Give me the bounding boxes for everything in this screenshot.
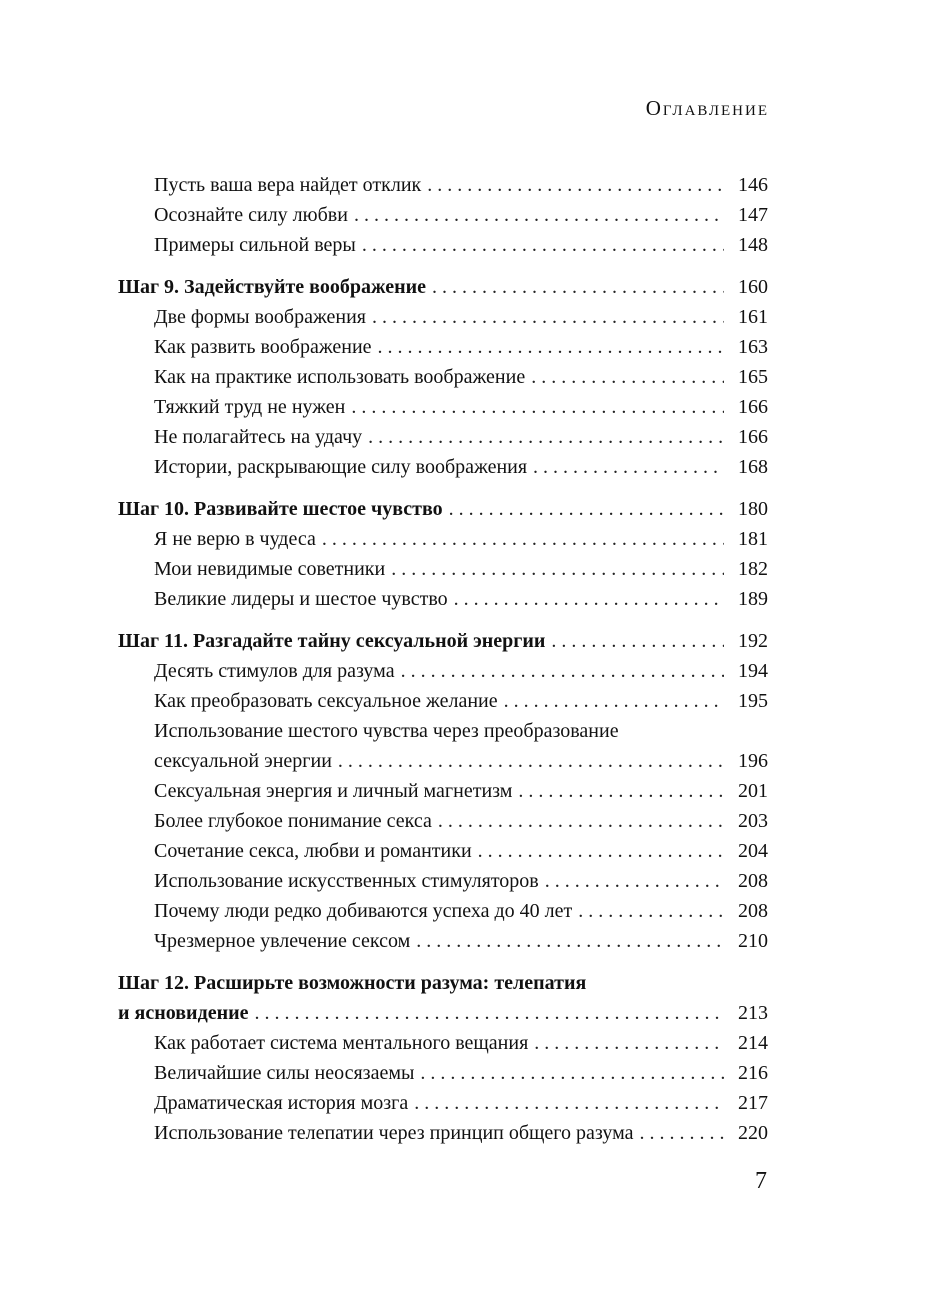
toc-entry-page: 201 bbox=[738, 780, 768, 802]
toc-entry[interactable] bbox=[154, 200, 768, 230]
toc-entry[interactable] bbox=[154, 716, 768, 776]
dot-leader bbox=[533, 452, 724, 482]
toc-entry-page: 147 bbox=[738, 204, 768, 226]
dot-leader bbox=[322, 524, 724, 554]
toc-entry-title: Истории, раскрывающие силу воображения bbox=[154, 456, 528, 478]
toc-entry[interactable] bbox=[154, 926, 768, 956]
toc-chapter-title-line1: Шаг 12. Расширьте возможности разума: телепатия bbox=[118, 972, 587, 994]
toc-entry-page: 168 bbox=[738, 456, 768, 478]
dot-leader bbox=[362, 230, 724, 260]
toc-entry-page: 208 bbox=[738, 900, 768, 922]
toc-entry[interactable] bbox=[154, 836, 768, 866]
dot-leader bbox=[401, 656, 724, 686]
page-number: 7 bbox=[755, 1168, 767, 1194]
toc-entry-page: 195 bbox=[738, 690, 768, 712]
toc-entry-title: Не полагайтесь на удачу bbox=[154, 426, 363, 448]
dot-leader bbox=[416, 926, 724, 956]
toc-entry-page: 181 bbox=[738, 528, 768, 550]
dot-leader bbox=[354, 200, 724, 230]
dot-leader bbox=[427, 170, 724, 200]
dot-leader bbox=[378, 332, 724, 362]
toc-entry-title: сексуальной энергии bbox=[154, 750, 332, 772]
toc-entry-page: 161 bbox=[738, 306, 768, 328]
toc-entry-title: Более глубокое понимание секса bbox=[154, 810, 432, 832]
toc-entry-page: 148 bbox=[738, 234, 768, 256]
dot-leader bbox=[534, 1028, 724, 1058]
toc-entry-title: Как работает система ментального вещания bbox=[154, 1032, 529, 1054]
toc-entry-title: Драматическая история мозга bbox=[154, 1092, 409, 1114]
dot-leader bbox=[531, 362, 724, 392]
dot-leader bbox=[518, 776, 724, 806]
dot-leader bbox=[414, 1088, 724, 1118]
toc-entry-page: 214 bbox=[738, 1032, 768, 1054]
toc-entry-title: Почему люди редко добиваются успеха до 40 лет bbox=[154, 900, 573, 922]
dot-leader bbox=[478, 836, 724, 866]
toc-entry[interactable] bbox=[154, 656, 768, 686]
toc-entry[interactable] bbox=[154, 524, 768, 554]
toc-entry[interactable] bbox=[154, 896, 768, 926]
toc-entry[interactable] bbox=[154, 554, 768, 584]
table-of-contents bbox=[118, 170, 768, 1148]
toc-entry-page: 203 bbox=[738, 810, 768, 832]
dot-leader bbox=[640, 1118, 725, 1148]
toc-entry-title: Мои невидимые советники bbox=[154, 558, 386, 580]
toc-entry[interactable] bbox=[154, 170, 768, 200]
toc-entry[interactable] bbox=[154, 1088, 768, 1118]
toc-chapter-entry[interactable] bbox=[118, 494, 768, 524]
toc-entry[interactable] bbox=[154, 332, 768, 362]
toc-entry[interactable] bbox=[154, 302, 768, 332]
toc-entry[interactable] bbox=[154, 452, 768, 482]
toc-entry[interactable] bbox=[154, 392, 768, 422]
toc-entry[interactable] bbox=[154, 362, 768, 392]
toc-entry-page: 163 bbox=[738, 336, 768, 358]
toc-entry-page: 189 bbox=[738, 588, 768, 610]
toc-entry-page: 220 bbox=[738, 1122, 768, 1144]
toc-entry-title: Я не верю в чудеса bbox=[154, 528, 316, 550]
toc-entry-page: 216 bbox=[738, 1062, 768, 1084]
toc-entry-title: Чрезмерное увлечение сексом bbox=[154, 930, 411, 952]
dot-leader bbox=[454, 584, 724, 614]
toc-entry[interactable] bbox=[154, 422, 768, 452]
toc-entry-title: Как преобразовать сексуальное желание bbox=[154, 690, 498, 712]
toc-entry-page: 196 bbox=[738, 750, 768, 772]
toc-entry[interactable] bbox=[154, 1058, 768, 1088]
dot-leader bbox=[391, 554, 724, 584]
toc-entry-title: Тяжкий труд не нужен bbox=[154, 396, 346, 418]
toc-chapter-title: Шаг 9. Задействуйте воображение bbox=[118, 276, 426, 298]
toc-entry-page: 194 bbox=[738, 660, 768, 682]
toc-entry-title: Величайшие силы неосязаемы bbox=[154, 1062, 415, 1084]
toc-entry-page: 182 bbox=[738, 558, 768, 580]
toc-chapter-entry[interactable] bbox=[118, 968, 768, 1028]
toc-entry-page: 208 bbox=[738, 870, 768, 892]
toc-chapter-entry[interactable] bbox=[118, 272, 768, 302]
toc-entry[interactable] bbox=[154, 776, 768, 806]
toc-entry-title: Две формы воображения bbox=[154, 306, 366, 328]
toc-entry-page: 217 bbox=[738, 1092, 768, 1114]
toc-entry-page: 204 bbox=[738, 840, 768, 862]
dot-leader bbox=[368, 422, 724, 452]
dot-leader bbox=[504, 686, 724, 716]
toc-entry[interactable] bbox=[154, 806, 768, 836]
toc-entry-page: 192 bbox=[738, 630, 768, 652]
dot-leader bbox=[351, 392, 724, 422]
toc-entry-title: Примеры сильной веры bbox=[154, 234, 356, 256]
dot-leader bbox=[420, 1058, 724, 1088]
toc-chapter-title: Шаг 11. Разгадайте тайну сексуальной энергии bbox=[118, 630, 546, 652]
dot-leader bbox=[338, 746, 724, 776]
dot-leader bbox=[432, 272, 724, 302]
toc-entry[interactable] bbox=[154, 866, 768, 896]
dot-leader bbox=[255, 998, 725, 1028]
dot-leader bbox=[545, 866, 724, 896]
toc-chapter-title: Шаг 10. Развивайте шестое чувство bbox=[118, 498, 443, 520]
toc-entry-title: Как на практике использовать воображение bbox=[154, 366, 526, 388]
toc-entry[interactable] bbox=[154, 584, 768, 614]
toc-entry-title: Пусть ваша вера найдет отклик bbox=[154, 174, 422, 196]
toc-entry-title: Осознайте силу любви bbox=[154, 204, 348, 226]
toc-entry-page: 210 bbox=[738, 930, 768, 952]
toc-entry-title: Великие лидеры и шестое чувство bbox=[154, 588, 448, 610]
toc-chapter-entry[interactable] bbox=[118, 626, 768, 656]
toc-entry-title: Как развить воображение bbox=[154, 336, 372, 358]
toc-entry-title: Использование телепатии через принцип общего разума bbox=[154, 1122, 634, 1144]
toc-chapter-title: и ясновидение bbox=[118, 1002, 249, 1024]
toc-entry[interactable] bbox=[154, 686, 768, 716]
dot-leader bbox=[449, 494, 724, 524]
toc-entry[interactable] bbox=[154, 230, 768, 260]
toc-entry-title: Использование искусственных стимуляторов bbox=[154, 870, 539, 892]
toc-entry[interactable] bbox=[154, 1118, 768, 1148]
dot-leader bbox=[578, 896, 724, 926]
toc-entry-page: 180 bbox=[738, 498, 768, 520]
toc-entry-page: 165 bbox=[738, 366, 768, 388]
toc-entry-title-line1: Использование шестого чувства через преобразование bbox=[154, 720, 619, 742]
dot-leader bbox=[551, 626, 724, 656]
toc-entry-page: 166 bbox=[738, 426, 768, 448]
dot-leader bbox=[438, 806, 724, 836]
toc-entry-page: 213 bbox=[738, 1002, 768, 1024]
toc-entry[interactable] bbox=[154, 1028, 768, 1058]
running-head: Оглавление bbox=[645, 96, 769, 120]
toc-entry-page: 166 bbox=[738, 396, 768, 418]
dot-leader bbox=[372, 302, 724, 332]
toc-entry-title: Десять стимулов для разума bbox=[154, 660, 395, 682]
toc-entry-page: 160 bbox=[738, 276, 768, 298]
toc-entry-title: Сочетание секса, любви и романтики bbox=[154, 840, 472, 862]
toc-entry-title: Сексуальная энергия и личный магнетизм bbox=[154, 780, 513, 802]
toc-entry-page: 146 bbox=[738, 174, 768, 196]
